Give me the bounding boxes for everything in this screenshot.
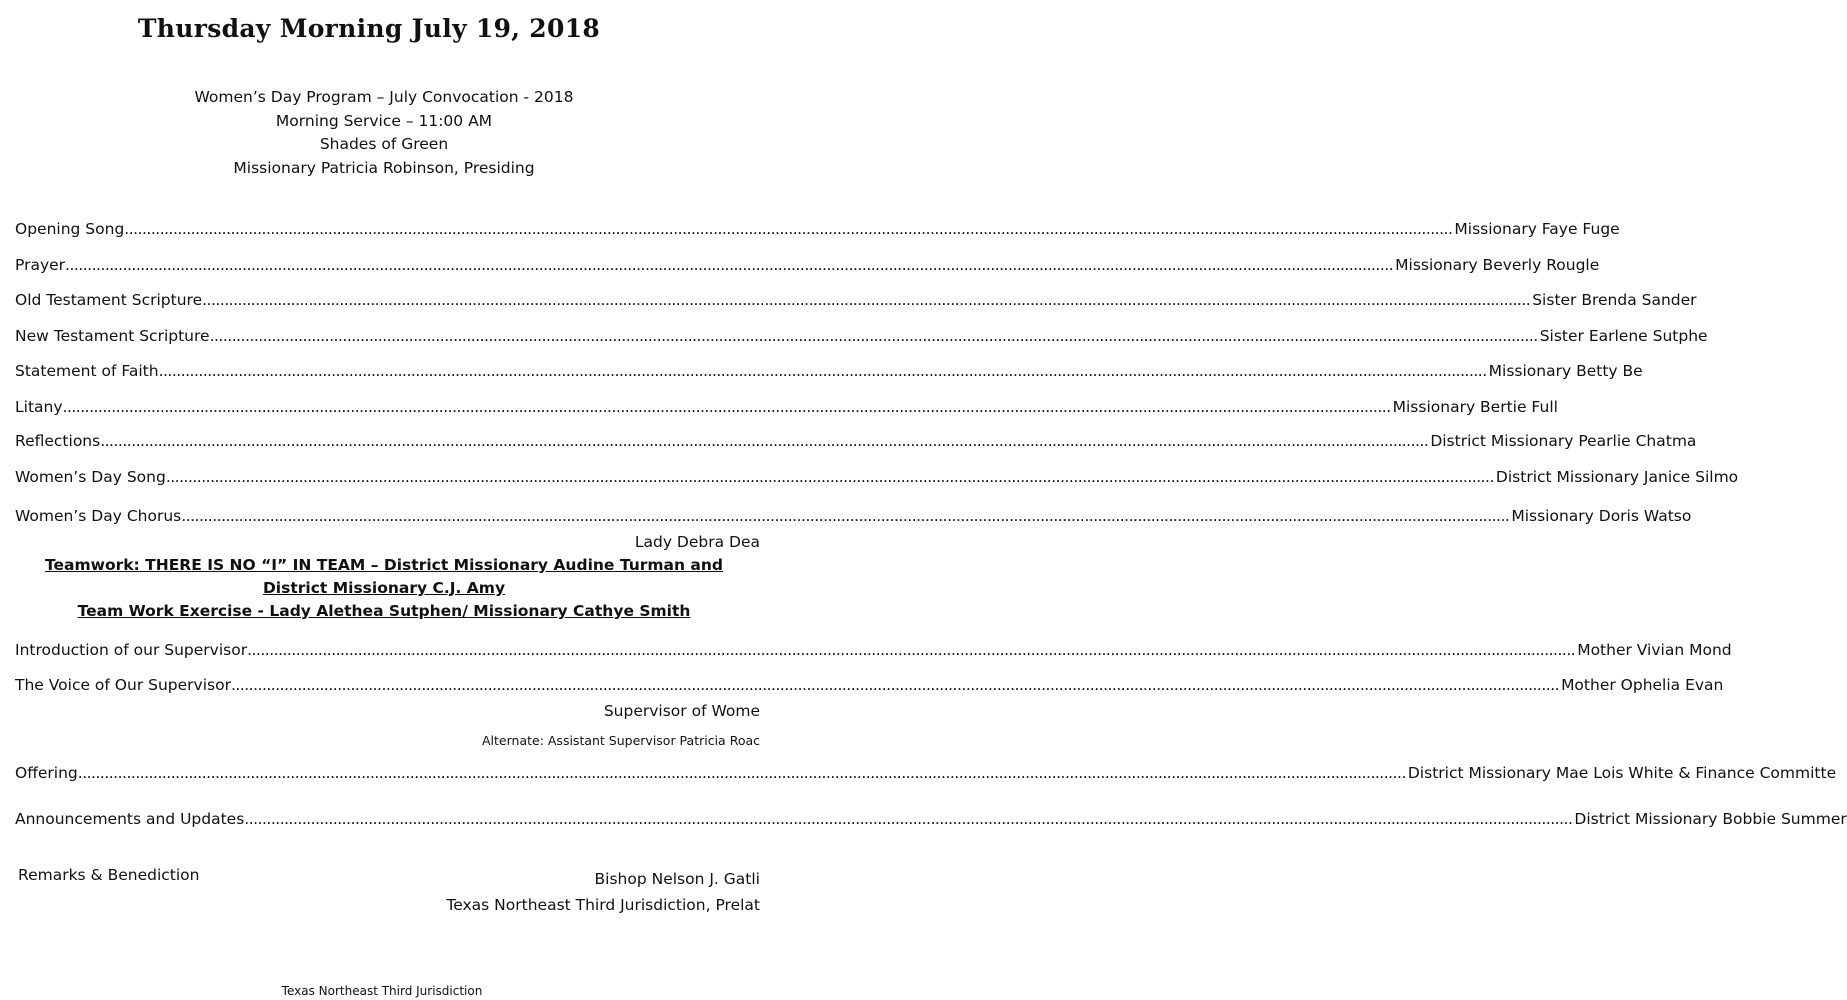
dot-leader: ............................................................................................................................................................................................................................................................................................................	[158, 362, 1487, 380]
dot-leader: ............................................................................................................................................................................................................................................................................................................	[124, 220, 1453, 238]
program-item-name: Missionary Betty Be	[1488, 362, 1643, 380]
dot-leader: ............................................................................................................................................................................................................................................................................................................	[230, 676, 1560, 694]
program-item-name: Missionary Bertie Full	[1392, 398, 1558, 416]
footer: Texas Northeast Third Jurisdiction	[281, 984, 483, 998]
remarks-officiant	[0, 866, 760, 918]
program-item-label: Old Testament Scripture	[15, 291, 203, 309]
presiding: Missionary Patricia Robinson, Presiding	[233, 158, 535, 177]
dot-leader: ............................................................................................................................................................................................................................................................................................................	[77, 764, 1406, 782]
program-item-label: The Voice of Our Supervisor	[15, 676, 231, 694]
chorus-second-name: Lady Debra Dea	[634, 533, 760, 551]
program-header	[0, 86, 768, 180]
theme: Shades of Green	[319, 135, 449, 153]
page-title: Thursday Morning July 19, 2018	[137, 14, 601, 43]
dot-leader: ............................................................................................................................................................................................................................................................................................................	[62, 398, 1391, 416]
program-row	[15, 218, 1620, 240]
dot-leader: ............................................................................................................................................................................................................................................................................................................	[247, 641, 1576, 659]
program-item-name: Sister Brenda Sander	[1532, 291, 1697, 309]
program-row	[15, 466, 1739, 488]
program-item-name: Mother Ophelia Evan	[1561, 676, 1724, 694]
teamwork-title: THERE IS NO “I” IN TEAM – District Missionary Audine Turman and	[139, 556, 723, 574]
jurisdiction-title: Texas Northeast Third Jurisdiction, Prelat	[446, 896, 760, 914]
alternate-note: Alternate: Assistant Supervisor Patricia Roac	[481, 733, 760, 748]
teamwork-exercise: Team Work Exercise - Lady Alethea Sutphen/ Missionary Cathye Smith	[77, 602, 691, 620]
program-name: Women’s Day Program – July Convocation - 2018	[194, 88, 574, 106]
program-row	[15, 254, 1600, 276]
dot-leader: ............................................................................................................................................................................................................................................................................................................	[202, 291, 1531, 309]
dot-leader: ............................................................................................................................................................................................................................................................................................................	[181, 507, 1510, 525]
program-row	[15, 762, 1837, 784]
teamwork-section	[0, 554, 768, 623]
program-row	[15, 505, 1692, 527]
dot-leader: ............................................................................................................................................................................................................................................................................................................	[100, 432, 1429, 450]
program-row	[15, 639, 1732, 661]
program-item-label: Statement of Faith	[15, 362, 159, 380]
program-item-name: Missionary Doris Watso	[1511, 507, 1692, 525]
program-item-label: Litany	[15, 398, 63, 416]
program-item-label: Introduction of our Supervisor	[15, 641, 248, 659]
dot-leader: ............................................................................................................................................................................................................................................................................................................	[209, 327, 1538, 345]
program-item-label: Women’s Day Chorus	[15, 507, 182, 525]
program-item-name: District Missionary Pearlie Chatma	[1430, 432, 1697, 450]
program-row	[15, 396, 1558, 418]
program-row	[15, 325, 1708, 347]
bishop-name: Bishop Nelson J. Gatli	[594, 870, 760, 888]
program-item-name: Missionary Beverly Rougle	[1395, 256, 1600, 274]
program-row	[15, 430, 1697, 452]
teamwork-prefix: Teamwork:	[45, 556, 140, 574]
program-item-name: Missionary Faye Fuge	[1454, 220, 1620, 238]
program-item-label: Opening Song	[15, 220, 125, 238]
program-item-name: Sister Earlene Sutphe	[1539, 327, 1708, 345]
program-item-name: District Missionary Janice Silmo	[1495, 468, 1739, 486]
program-item-label: Announcements and Updates	[15, 810, 245, 828]
dot-leader: ............................................................................................................................................................................................................................................................................................................	[65, 256, 1394, 274]
service-time: Morning Service – 11:00 AM	[275, 111, 493, 130]
program-item-label: Prayer	[15, 256, 66, 274]
teamwork-second-leader: District Missionary C.J. Amy	[262, 579, 506, 597]
program-item-name: District Missionary Bobbie Summer	[1574, 810, 1847, 828]
program-item-name: District Missionary Mae Lois White & Finance Committe	[1407, 764, 1837, 782]
program-item-label: Women’s Day Song	[15, 468, 166, 486]
program-row	[15, 360, 1643, 382]
program-row	[15, 808, 1847, 830]
program-row	[15, 674, 1724, 696]
program-item-label: Reflections	[15, 432, 101, 450]
program-row	[15, 289, 1697, 311]
remarks-label: Remarks & Benediction	[18, 866, 200, 884]
program-item-name: Mother Vivian Mond	[1577, 641, 1732, 659]
program-item-label: New Testament Scripture	[15, 327, 210, 345]
supervisor-title: Supervisor of Wome	[603, 702, 760, 720]
program-item-label: Offering	[15, 764, 78, 782]
dot-leader: ............................................................................................................................................................................................................................................................................................................	[165, 468, 1494, 486]
dot-leader: ............................................................................................................................................................................................................................................................................................................	[244, 810, 1573, 828]
